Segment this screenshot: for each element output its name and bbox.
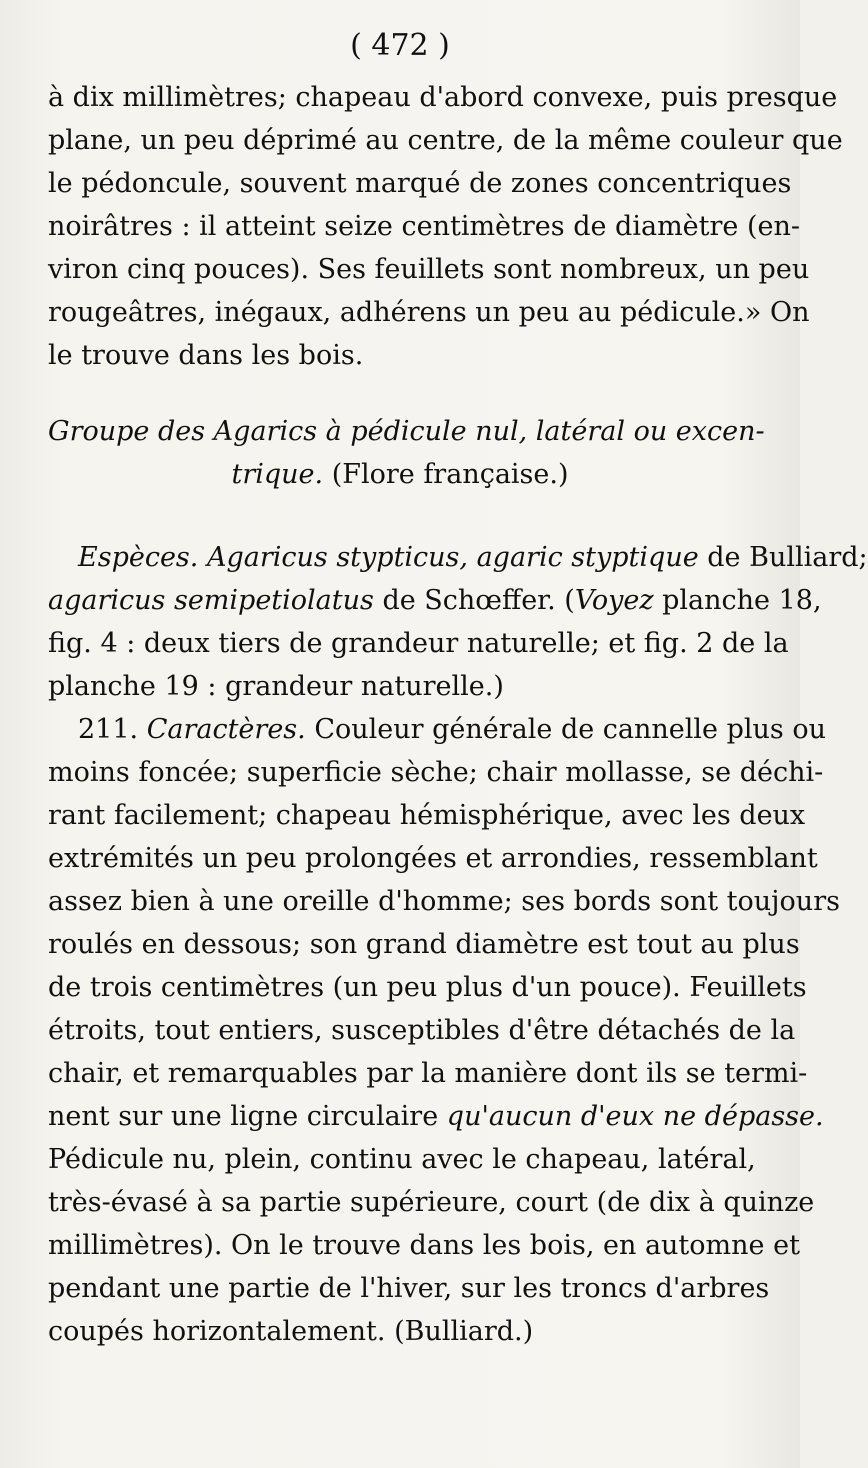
text-line: chair, et remarquables par la manière dont ils se termi-	[48, 1058, 808, 1089]
species-synonym: agaricus semipetiolatus	[48, 585, 374, 616]
paragraph-211-first	[78, 710, 827, 750]
text-line: pendant une partie de l'hiver, sur les troncs d'arbres	[48, 1273, 770, 1304]
section-heading-line2	[48, 455, 752, 495]
text-line: Pédicule nu, plein, continu avec le chapeau, latéral,	[48, 1144, 756, 1175]
species-names: Espèces. Agaricus stypticus, agaric styptique	[78, 542, 699, 573]
species-line: fig. 4 : deux tiers de grandeur naturelle; et fig. 2 de la	[48, 628, 789, 659]
text-line: millimètres). On le trouve dans les bois, en automne et	[48, 1230, 800, 1261]
species-line	[48, 581, 822, 621]
page-number: ( 472 )	[350, 28, 450, 63]
text-line: rougeâtres, inégaux, adhérens un peu au pédicule.» On	[48, 297, 810, 328]
italic-phrase: qu'aucun d'eux ne dépasse.	[446, 1101, 824, 1132]
text-line: le trouve dans les bois.	[48, 340, 364, 371]
paragraph-number: 211.	[78, 714, 147, 745]
text-line: coupés horizontalement. (Bulliard.)	[48, 1316, 534, 1347]
species-synonym-author: de Schœffer. (	[373, 585, 575, 616]
text-line: assez bien à une oreille d'homme; ses bords sont toujours	[48, 886, 840, 917]
heading-source: (Flore française.)	[323, 459, 569, 490]
voyez-word: Voyez	[574, 585, 654, 616]
species-line: planche 19 : grandeur naturelle.)	[48, 671, 504, 702]
text-span: Couleur générale de cannelle plus ou	[305, 714, 827, 745]
plate-ref: planche 18,	[653, 585, 822, 616]
text-line: noirâtres : il atteint seize centimètres de diamètre (en-	[48, 211, 800, 242]
species-author: de Bulliard;	[698, 542, 868, 573]
heading-italic: trique.	[231, 459, 324, 490]
section-heading: Groupe des Agarics à pédicule nul, latéral ou excen-	[48, 416, 765, 447]
text-line	[48, 1097, 824, 1137]
paragraph-label: Caractères.	[146, 714, 306, 745]
text-line: viron cinq pouces). Ses feuillets sont nombreux, un peu	[48, 254, 810, 285]
text-line: étroits, tout entiers, susceptibles d'être détachés de la	[48, 1015, 796, 1046]
species-line	[78, 538, 868, 578]
text-line: extrémités un peu prolongées et arrondies, ressemblant	[48, 843, 818, 874]
text-line: plane, un peu déprimé au centre, de la même couleur que	[48, 125, 843, 156]
text-line: de trois centimètres (un peu plus d'un pouce). Feuillets	[48, 972, 807, 1003]
text-span: nent sur une ligne circulaire	[48, 1101, 447, 1132]
text-line: le pédoncule, souvent marqué de zones concentriques	[48, 168, 792, 199]
text-line: très-évasé à sa partie supérieure, court (de dix à quinze	[48, 1187, 815, 1218]
text-line: roulés en dessous; son grand diamètre est tout au plus	[48, 929, 800, 960]
text-line: moins foncée; superficie sèche; chair mollasse, se déchi-	[48, 757, 824, 788]
text-line: à dix millimètres; chapeau d'abord convexe, puis presque	[48, 82, 838, 113]
text-line: rant facilement; chapeau hémisphérique, avec les deux	[48, 800, 806, 831]
